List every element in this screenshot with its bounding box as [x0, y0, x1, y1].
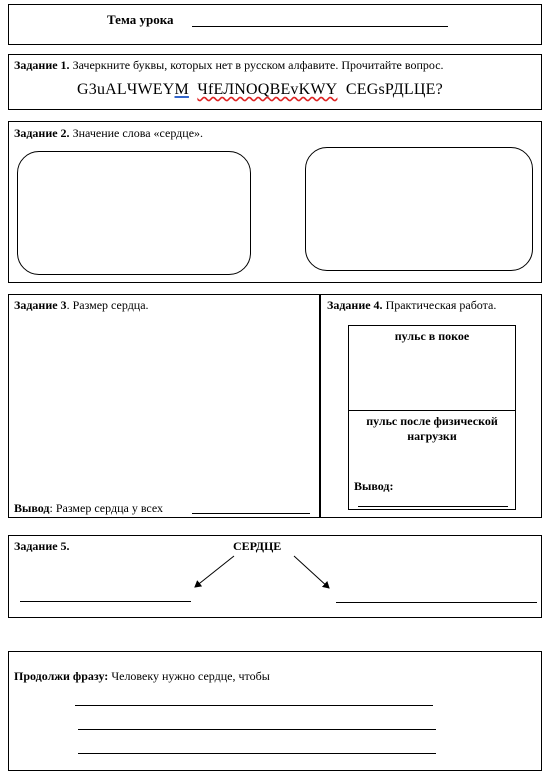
meaning-box-left[interactable] — [17, 151, 251, 275]
task5-box — [8, 535, 542, 618]
task5-line-left[interactable] — [20, 601, 191, 602]
continue-line-3[interactable] — [78, 753, 436, 754]
task4-heading — [327, 298, 496, 312]
task1-box — [8, 54, 542, 110]
continue-line-1[interactable] — [75, 705, 433, 706]
task4-label: Задание 4. — [327, 298, 383, 312]
letters-part3: ЧfЕЛNOQ — [197, 81, 270, 98]
task4-text: Практическая работа. — [385, 298, 497, 312]
task3-text: . Размер сердца. — [66, 298, 149, 312]
pulse-table — [348, 325, 516, 510]
topic-line[interactable] — [192, 26, 448, 27]
task1-heading — [14, 58, 444, 72]
letters-part1: G3uALЧWEY — [77, 81, 175, 98]
letters-part4: BEvKWY — [269, 81, 338, 98]
continue-label: Продолжи фразу: — [14, 669, 109, 683]
pulse-conclusion-label: Вывод: — [354, 479, 394, 493]
continue-box — [8, 651, 542, 771]
task1-label: Задание 1. — [14, 58, 70, 72]
arrow-right — [294, 556, 329, 588]
letters-part5: CEGsРДLЦЕ? — [345, 81, 443, 98]
header-box — [8, 4, 542, 45]
task3-conclusion — [14, 501, 163, 515]
topic-label: Тема урока — [107, 12, 174, 27]
task3-answer-line[interactable] — [192, 513, 310, 514]
task3-box — [8, 294, 320, 518]
continue-line-2[interactable] — [78, 729, 436, 730]
task5-center-word: СЕРДЦЕ — [233, 539, 282, 553]
task3-conclusion-label: Вывод — [14, 501, 50, 515]
pulse-after-label-1: пульс после физической — [366, 414, 498, 428]
continue-heading — [14, 669, 270, 683]
meaning-box-right[interactable] — [305, 147, 533, 271]
task1-letters — [77, 81, 443, 99]
task1-text: Зачеркните буквы, которых нет в русском алфавите. Прочитайте вопрос. — [72, 58, 444, 72]
task2-label: Задание 2. — [14, 126, 70, 140]
pulse-rest-label: пульс в покое — [394, 329, 470, 343]
task3-label: Задание 3 — [14, 298, 67, 312]
pulse-conclusion-line[interactable] — [358, 506, 508, 507]
task2-heading — [14, 126, 203, 140]
task3-heading — [14, 298, 149, 312]
task3-conclusion-text: : Размер сердца у всех — [49, 501, 164, 515]
task2-text: Значение слова «сердце». — [72, 126, 204, 140]
pulse-after-label-2: нагрузки — [407, 429, 457, 443]
pulse-divider — [349, 410, 515, 411]
letters-part2: M — [174, 81, 189, 98]
task5-line-right[interactable] — [336, 602, 537, 603]
task5-arrows — [9, 536, 543, 619]
continue-text: Человеку нужно сердце, чтобы — [111, 669, 270, 683]
arrow-left — [195, 556, 234, 587]
task5-label: Задание 5. — [14, 539, 70, 553]
